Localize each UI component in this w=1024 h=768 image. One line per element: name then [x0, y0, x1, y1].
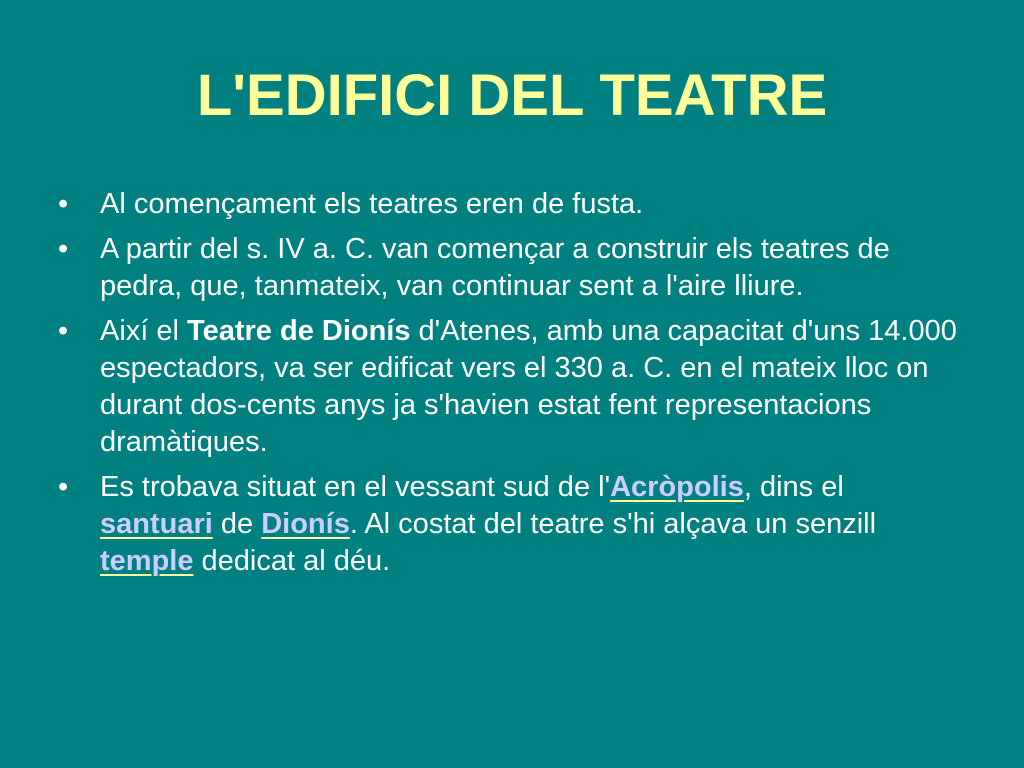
- bullet-dot-icon: •: [58, 233, 69, 265]
- bullet-text: A partir del s. IV a. C. van començar a construir els teatres de pedra, que, tanmateix, van continuar sent a l'aire lliure.: [100, 233, 890, 302]
- bullet-text-part: dedicat al déu.: [193, 545, 391, 577]
- bold-term: Teatre de Dionís: [187, 315, 411, 347]
- bullet-text-pre: Així el: [100, 315, 188, 347]
- bullet-text-part: de: [212, 508, 262, 540]
- bullet-dot-icon: •: [58, 471, 69, 503]
- bullet-item-4: [52, 469, 960, 580]
- link-santuari[interactable]: santuari: [100, 508, 213, 540]
- bullet-text-part: . Al costat del teatre s'hi alçava un senzill: [349, 508, 877, 540]
- link-acropolis[interactable]: Acròpolis: [610, 471, 744, 503]
- bullet-text-post: d'Atenes, amb una capacitat d'uns 14.000 espectadors, va ser edificat vers el 330 a. C. en el mateix lloc on durant dos-cents anys ja s'havien estat fent representacions dramàtiques.: [100, 315, 957, 458]
- bullet-text-part: Es trobava situat en el vessant sud de l': [100, 471, 611, 503]
- bullet-dot-icon: •: [58, 315, 69, 347]
- link-temple[interactable]: temple: [100, 545, 194, 577]
- bullet-list: [52, 186, 972, 588]
- slide-title: L'EDIFICI DEL TEATRE: [196, 63, 828, 128]
- bullet-text-part: , dins el: [743, 471, 844, 503]
- bullet-text: Al començament els teatres eren de fusta.: [100, 188, 644, 220]
- bullet-item-1: [52, 186, 960, 223]
- bullet-dot-icon: •: [58, 188, 69, 220]
- link-dionis[interactable]: Dionís: [261, 508, 350, 540]
- bullet-item-2: [52, 231, 960, 305]
- bullet-item-3: [52, 313, 960, 461]
